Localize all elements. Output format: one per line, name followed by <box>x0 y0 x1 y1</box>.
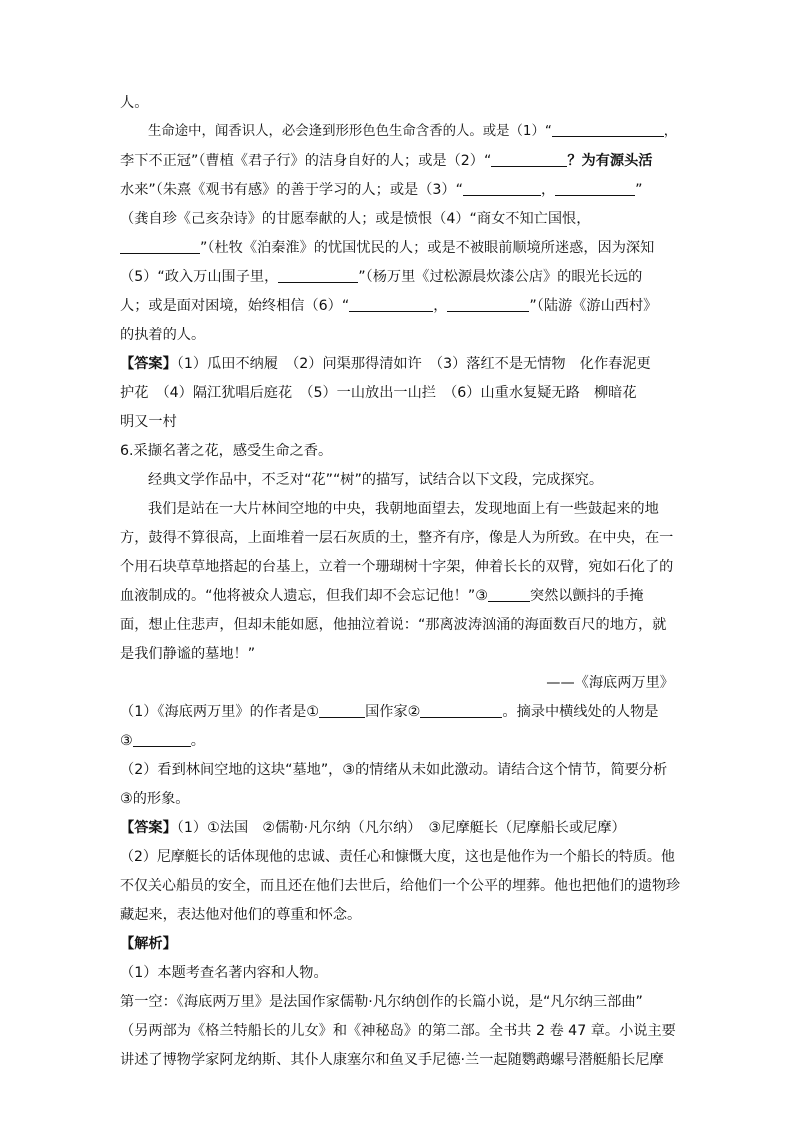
text-span: ， <box>540 182 556 198</box>
answer-blank[interactable] <box>447 297 529 312</box>
text-span: 不仅关心船员的安全，而且还在他们去世后，给他们一个公平的埋葬。他也把他们的遗物珍 <box>120 878 680 894</box>
answer-label: 【答案】 <box>120 356 177 372</box>
text-line <box>120 701 680 723</box>
text-line <box>120 150 680 172</box>
text-line <box>120 846 680 868</box>
analysis-label: 【解析】 <box>120 936 177 952</box>
text-span: 护花 （4）隔江犹唱后庭花 （5）一山放出一山拦 （6）山重水复疑无路 柳暗花 <box>120 385 637 401</box>
text-line <box>148 498 680 520</box>
text-span: （5）“政入万山围子里， <box>120 269 279 285</box>
text-line <box>120 527 680 549</box>
text-span: ”（杨万里《过松源晨炊漆公店》的眼光长远的 <box>358 269 643 285</box>
source-attribution <box>546 672 674 694</box>
answer-blank[interactable] <box>349 297 433 312</box>
text-span: ” <box>635 182 643 198</box>
answer-blank[interactable] <box>552 122 664 137</box>
text-line <box>120 991 680 1013</box>
text-span: ？为有源头活 <box>567 153 653 169</box>
text-span: 血液制成的。“他将被众人遗忘，但我们却不会忘记他！”③ <box>120 588 488 604</box>
text-line <box>120 643 680 665</box>
answer-blank[interactable] <box>491 152 567 167</box>
answer-blank[interactable] <box>278 268 358 283</box>
text-line <box>120 788 680 810</box>
text-span: 方，鼓得不算很高，上面堆着一层石灰质的土，整齐有序，像是人为所致。在中央，在一 <box>120 530 674 546</box>
text-span: ”（杜牧《泊秦淮》的忧国忧民的人；或是不被眼前顺境所迷惑，因为深知 <box>200 240 655 256</box>
answer-blank[interactable] <box>120 239 200 254</box>
text-line <box>120 353 680 375</box>
text-line <box>120 962 680 984</box>
text-line <box>120 730 680 752</box>
text-span: ③ <box>120 733 133 749</box>
answer-blank[interactable] <box>555 181 635 196</box>
text-span: 藏起来，表达他对他们的尊重和怀念。 <box>120 907 362 923</box>
text-span: 讲述了博物学家阿龙纳斯、其仆人康塞尔和鱼叉手尼德·兰一起随鹦鹉螺号潜艇船长尼摩 <box>120 1052 664 1068</box>
text-line <box>120 1020 680 1042</box>
text-line <box>120 1049 680 1071</box>
text-span: 6.采撷名著之花，感受生命之香。 <box>120 443 333 459</box>
text-span: 。 <box>190 733 205 749</box>
text-span: ——《海底两万里》 <box>546 675 674 691</box>
answer-blank[interactable] <box>133 732 191 747</box>
text-span: 水来”（朱熹《观书有感》的善于学习的人；或是（3）“ <box>120 182 463 198</box>
text-span: 突然以颤抖的手掩 <box>529 588 644 604</box>
answer-blank[interactable] <box>319 703 365 718</box>
answer-blank[interactable] <box>420 703 502 718</box>
answer-label: 【答案】 <box>120 820 177 836</box>
text-line <box>120 759 680 781</box>
text-span: 李下不正冠”（曹植《君子行》的洁身自好的人；或是（2）“ <box>120 153 492 169</box>
text-line <box>120 295 680 317</box>
text-line <box>120 904 680 926</box>
answer-blank[interactable] <box>463 181 541 196</box>
text-span: 的执着的人。 <box>120 327 206 343</box>
text-span: （1）《海底两万里》的作者是① <box>120 704 320 720</box>
text-span: （2）尼摩艇长的话体现他的忠诚、责任心和慷慨大度，这也是他作为一个船长的特质。他 <box>120 849 675 865</box>
text-span: 经典文学作品中，不乏对“花”“树”的描写，试结合以下文段，完成探究。 <box>148 472 604 488</box>
text-line <box>120 411 680 433</box>
text-span: 。摘录中横线处的人物是 <box>502 704 659 720</box>
text-line <box>120 324 680 346</box>
text-line <box>120 266 680 288</box>
text-span: 国作家② <box>365 704 421 720</box>
text-span: 个用石块草草地搭起的台基上，立着一个珊瑚树十字架，伸着长长的双臂，宛如石化了的 <box>120 559 674 575</box>
text-line <box>148 469 680 491</box>
text-span: （1）①法国 ②儒勒·凡尔纳（凡尔纳） ③尼摩艇长（尼摩船长或尼摩） <box>176 820 626 836</box>
text-span: 是我们静谧的墓地！” <box>120 646 256 662</box>
text-span: ， <box>663 124 678 139</box>
text-line <box>120 875 680 897</box>
text-span: （另两部为《格兰特船长的儿女》和《神秘岛》的第二部。全书共 2 卷 47 章。小说主要 <box>120 1023 676 1039</box>
text-span: 人；或是面对困境，始终相信（6）“ <box>120 298 350 314</box>
text-span: 我们是站在一大片林间空地的中央，我朝地面望去，发现地面上有一些鼓起来的地 <box>148 501 659 517</box>
text-span: （1）本题考查名著内容和人物。 <box>120 965 328 981</box>
text-span: ， <box>433 298 448 314</box>
text-line <box>120 179 680 201</box>
text-span: 明又一村 <box>120 414 177 430</box>
text-span: （2）看到林间空地的这块“墓地”，③的情绪从未如此激动。请结合这个情节，简要分析 <box>120 762 668 778</box>
text-span: 生命途中，闻香识人，必会逢到形形色色生命含香的人。或是（1）“ <box>148 124 552 139</box>
text-span: （1）瓜田不纳履 （2）问渠那得清如许 （3）落红不是无情物 化作春泥更 <box>176 356 651 372</box>
text-line <box>120 92 680 114</box>
text-span: ”（陆游《游山西村》 <box>529 298 658 314</box>
text-span: （龚自珍《己亥杂诗》的甘愿奉献的人；或是愤恨（4）“商女不知亡国恨， <box>120 211 591 227</box>
text-span: 面，想止住悲声，但却未能如愿，他抽泣着说：“那离波涛汹涌的海面数百尺的地方，就 <box>120 617 667 633</box>
text-line <box>148 121 680 143</box>
text-line <box>120 585 680 607</box>
text-line <box>120 382 680 404</box>
text-line <box>120 208 680 230</box>
text-line <box>120 817 680 839</box>
text-line <box>120 556 680 578</box>
text-line <box>120 614 680 636</box>
text-line <box>120 237 680 259</box>
text-line <box>120 933 680 955</box>
text-span: 第一空：《海底两万里》是法国作家儒勒·凡尔纳创作的长篇小说，是“凡尔纳三部曲” <box>120 994 643 1010</box>
answer-blank[interactable] <box>488 587 530 602</box>
text-span: ③的形象。 <box>120 791 190 807</box>
question-heading <box>120 440 680 462</box>
text-span: 人。 <box>120 95 149 111</box>
